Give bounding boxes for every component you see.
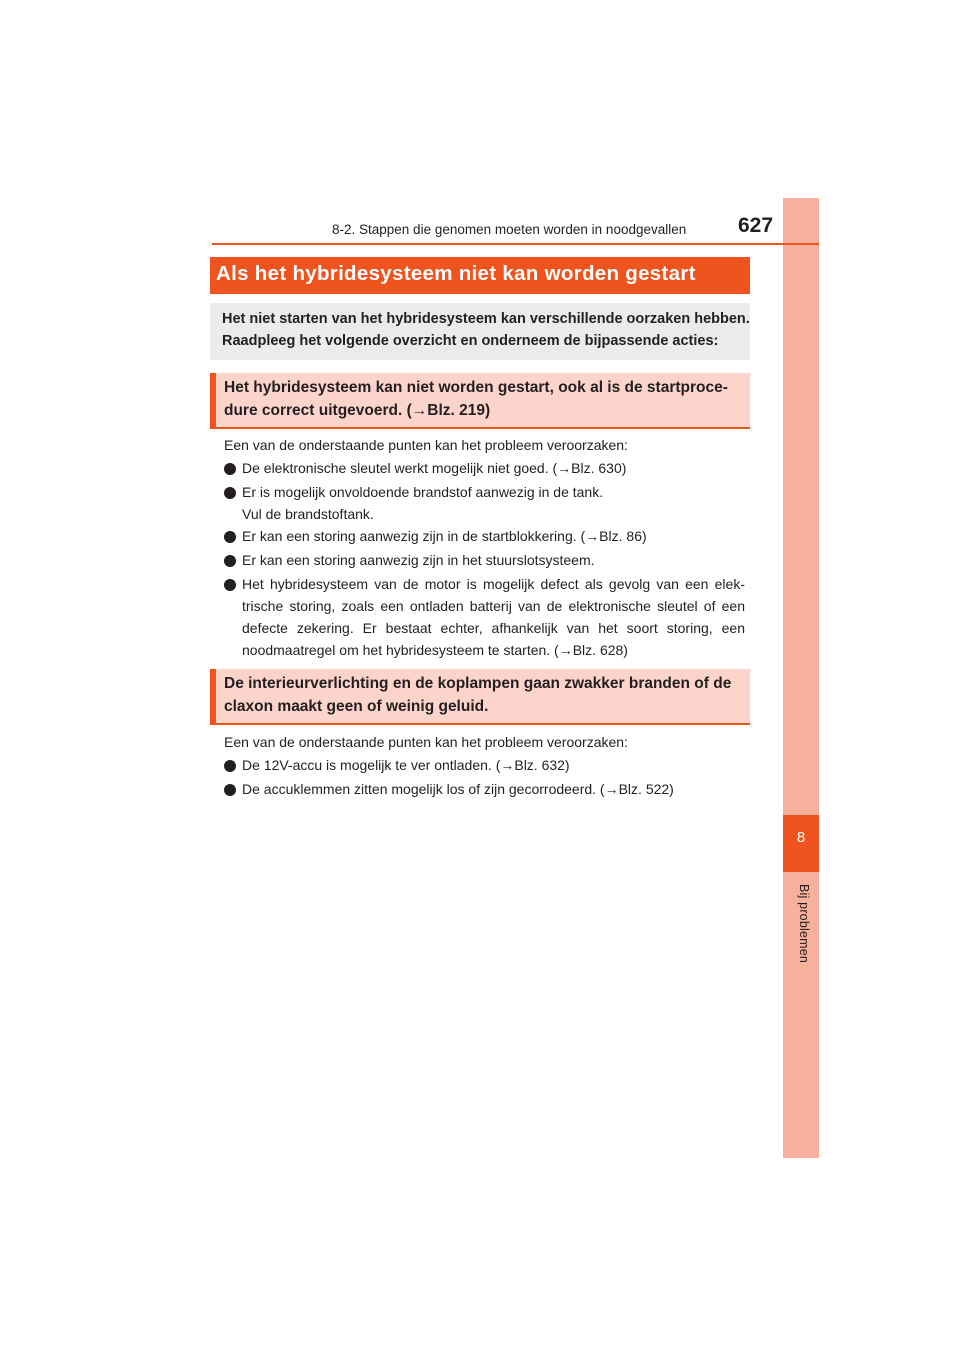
list-item: Er kan een storing aanwezig zijn in het stuurslotsysteem. (242, 552, 595, 568)
list-item: De accuklemmen zitten mogelijk los of zijn gecorrodeerd. (→Blz. 522) (242, 781, 674, 797)
bullet-dot (224, 579, 236, 591)
bullet-dot (224, 555, 236, 567)
header-rule (212, 243, 819, 245)
section1-heading-line: Het hybridesysteem kan niet worden gestart, ook al is de startproce- (224, 379, 728, 396)
section1-lead: Een van de onderstaande punten kan het probleem veroorzaken: (224, 437, 628, 453)
chapter-side-strip (783, 198, 819, 1158)
section1-heading-line: dure correct uitgevoerd. (→Blz. 219) (224, 402, 491, 419)
list-item-continuation: Vul de brandstoftank. (242, 506, 374, 522)
list-item-continuation: defecte zekering. Er bestaat echter, afhankelijk van het soort storing, een (242, 620, 745, 636)
intro-line: Raadpleeg het volgende overzicht en onderneem de bijpassende acties: (222, 333, 719, 349)
list-item: Er is mogelijk onvoldoende brandstof aanwezig in de tank. (242, 484, 604, 500)
list-item: De elektronische sleutel werkt mogelijk niet goed. (→Blz. 630) (242, 460, 627, 476)
bullet-dot (224, 487, 236, 499)
section-title: 8-2. Stappen die genomen moeten worden in noodgevallen (332, 222, 687, 237)
bullet-dot (224, 784, 236, 796)
intro-line: Het niet starten van het hybridesysteem kan verschillende oorzaken hebben. (222, 311, 750, 327)
list-item-continuation: noodmaatregel om het hybridesysteem te starten. (→Blz. 628) (242, 642, 628, 658)
bullet-dot (224, 760, 236, 772)
list-item-continuation: trische storing, zoals een ontladen batterij van de elektronische sleutel of een (242, 598, 745, 614)
section2-heading-line: claxon maakt geen of weinig geluid. (224, 698, 489, 715)
main-title: Als het hybridesysteem niet kan worden gestart (216, 262, 696, 285)
bullet-dot (224, 531, 236, 543)
list-item: De 12V-accu is mogelijk te ver ontladen. (→Blz. 632) (242, 757, 570, 773)
chapter-number: 8 (796, 829, 806, 846)
chapter-label: Bij problemen (797, 884, 811, 964)
page-number: 627 (738, 214, 774, 237)
bullet-dot (224, 463, 236, 475)
section2-lead: Een van de onderstaande punten kan het probleem veroorzaken: (224, 734, 628, 750)
section2-heading-line: De interieurverlichting en de koplampen gaan zwakker branden of de (224, 675, 732, 692)
list-item: Het hybridesysteem van de motor is mogelijk defect als gevolg van een elek- (242, 576, 745, 592)
list-item: Er kan een storing aanwezig zijn in de startblokkering. (→Blz. 86) (242, 528, 647, 544)
